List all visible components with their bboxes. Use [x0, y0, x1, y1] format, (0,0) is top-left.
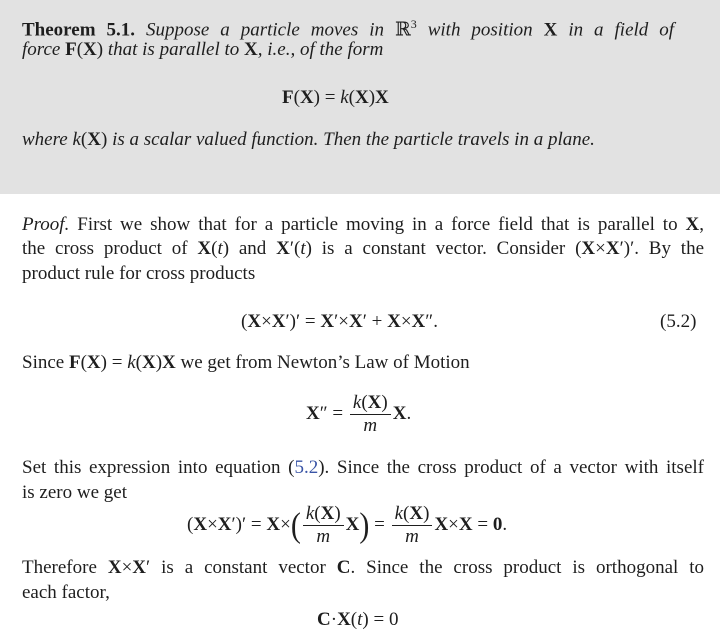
equation-reference-link[interactable]: 5.2: [294, 457, 319, 478]
theorem-line-2: force F(X) that is parallel to X, i.e., of the form: [22, 39, 384, 60]
theorem-box: [0, 0, 720, 194]
theorem-label: Theorem 5.1.: [22, 19, 135, 41]
theorem-equation: F(X) = k(X)X: [282, 87, 389, 108]
proof-line-8: each factor,: [22, 582, 110, 603]
theorem-line-1: Theorem 5.1. Suppose a particle moves in ℝ$^3$ with position X in a field of: [22, 17, 675, 41]
proof-line-1: Proof. First we show that for a particle moving in a force field that is parallel to X,: [22, 214, 704, 235]
equation-number: (5.2): [660, 311, 697, 332]
proof-line-4: Since F(X) = k(X)X we get from Newton’s Law of Motion: [22, 352, 470, 373]
equation-zero: (X×X′)′ = X×( $\frac{k(X)}{m}$ X) = $\frac{k(X)}{m}$ X×X = 0.: [187, 503, 508, 547]
proof-line-3: product rule for cross products: [22, 263, 256, 284]
equation-last: C·X(t) = 0: [317, 609, 399, 630]
theorem-line-3: where k(X) is a scalar valued function. Then the particle travels in a plane.: [22, 129, 595, 150]
proof-line-7: Therefore X×X′ is a constant vector C. Since the cross product is orthogonal to: [22, 557, 705, 578]
equation-5-2: (X×X′)′ = X′×X′ + X×X″.: [241, 311, 438, 332]
equation-newton: X″ = $\frac{k(X)}{m}$ X.: [306, 392, 412, 436]
fraction-k-over-m: $\frac{k(X)}{m}$: [350, 393, 391, 436]
proof-line-5: Set this expression into equation (5.2). Since the cross product of a vector with itself: [22, 457, 704, 478]
proof-line-2: the cross product of X(t) and X′(t) is a constant vector. Consider (X×X′)′. By the: [22, 238, 704, 259]
proof-line-6: is zero we get: [22, 482, 127, 503]
